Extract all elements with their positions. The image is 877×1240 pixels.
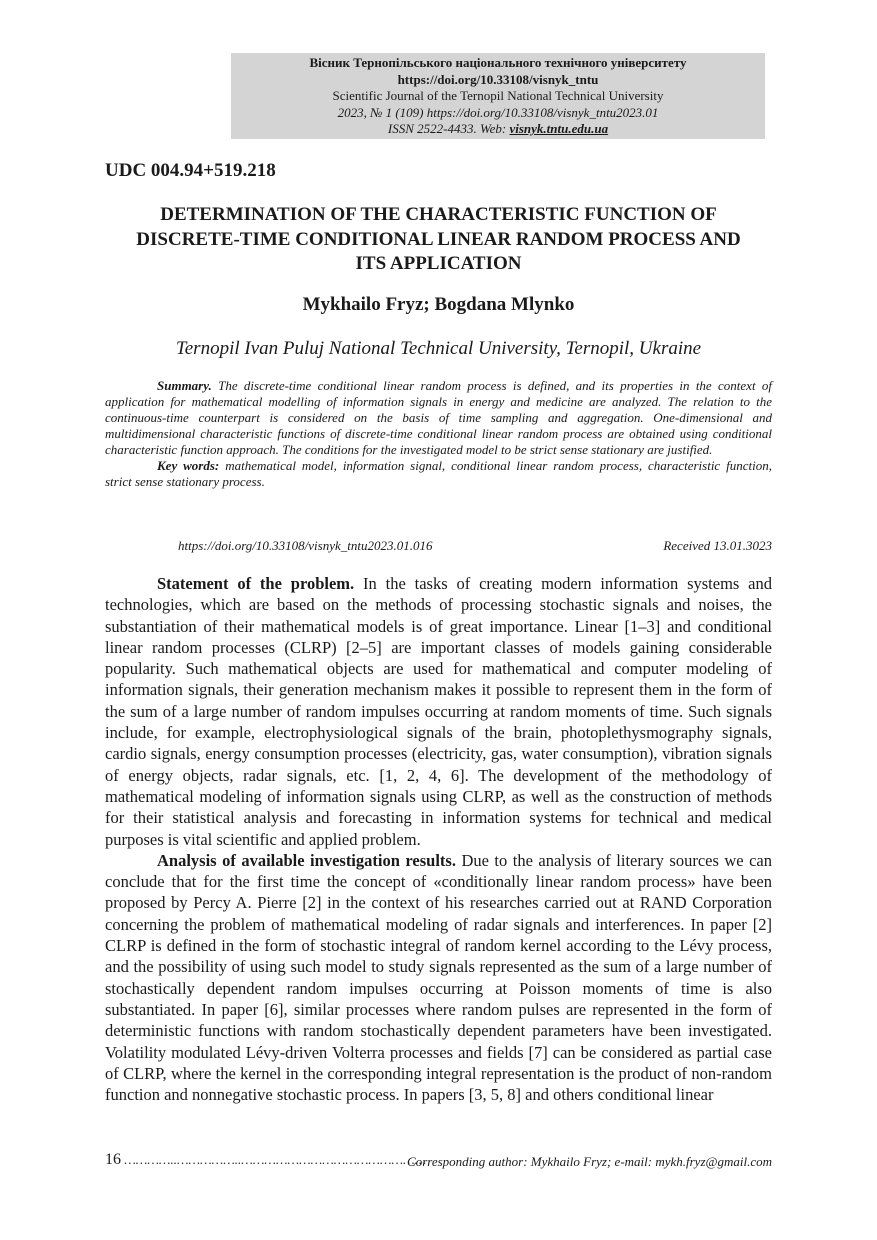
journal-name-en: Scientific Journal of the Ternopil National Technical University [332,88,664,103]
summary-text: The discrete-time conditional linear random process is defined, and its properties in the context of application for mathematical modelling of information signals in energy and medicine are analyzed. The relation to the continuous-time counterpart is considered on the basis of time sampling and aggregation. One-dimensional and multidimensional characteristic functions of discrete-time conditional linear random process are obtained using conditional characteristic function approach. The conditions for the investigated model to be strict sense stationary are justified. [105,378,772,457]
issue-info: 2023, № 1 (109) https://doi.org/10.33108/visnyk_tntu2023.01 [337,104,659,120]
summary-paragraph [105,378,772,458]
journal-header [231,53,765,139]
journal-website-link[interactable]: visnyk.tntu.edu.ua [509,121,609,136]
journal-name-ua: Вісник Тернопільського національного технічного університету [309,55,687,70]
body-text [105,573,772,1105]
title-line-3: ITS APPLICATION [355,253,522,274]
paragraph-statement-text: In the tasks of creating modern information systems and technologies, which are based on the methods of processing stochastic signals and noises, the substantiation of their mathematical models is of great importance. Linear [1–3] and conditional linear random processes (CLRP) [2–5] are important classes of models gaining considerable popularity. Such mathematical objects are used for mathematical and computer modeling of information signals, their generation mechanism makes it possible to represent them in the form of the sum of a large number of random impulses occurring at random moments of time. Such signals include, for example, electrophysiological signals of the brain, photoplethysmography signals, cardio signals, energy consumption processes (electricity, gas, water consumption), vibration signals of energy objects, radar signals, etc. [1, 2, 4, 6]. The development of the methodology of mathematical modeling of information signals using CLRP, as well as the construction of methods for their statistical analysis and forecasting in information systems for technical and medical purposes is vital scientific and applied problem. [105,574,773,849]
paper-title [90,203,787,277]
title-line-1: DETERMINATION OF THE CHARACTERISTIC FUNCTION OF [160,204,717,225]
abstract [105,378,772,490]
title-line-2: DISCRETE-TIME CONDITIONAL LINEAR RANDOM PROCESS AND [136,228,741,250]
keywords-label: Key words: [157,458,220,473]
page-footer [105,1151,772,1169]
section-heading-analysis: Analysis of available investigation results. [157,850,456,870]
issn-text: ISSN 2522-4433. Web: [387,121,510,136]
summary-label: Summary. [157,378,212,393]
journal-doi[interactable]: https://doi.org/10.33108/visnyk_tntu [397,71,599,87]
received-date: Received 13.01.3023 [663,538,772,553]
paragraph-analysis-text: Due to the analysis of literary sources we can conclude that for the first time the concept of «conditionally linear random process» have been proposed by Percy A. Pierre [2] in the context of his researches carried out at RAND Corporation concerning the problem of mathematical modeling of radar signals and interferences. In paper [2] CLRP is defined in the form of stochastic integral of random kernel according to the Lévy process, and the possibility of using such model to study signals represented as the sum of a large number of stochastically dependent random impulses occurring at Poisson moments of time is also substantiated. In paper [6], similar processes where random pulses are represented in the form of deterministic functions with random stochastically dependent parameters have been investigated. Volatility modulated Lévy-driven Volterra processes and fields [7] can be considered as partial case of CLRP, where the kernel in the corresponding integral representation is the product of non-random function and nonnegative stochastic process. In papers [3, 5, 8] and others conditional linear [105,850,772,1105]
issn-line [231,121,765,138]
article-doi[interactable]: https://doi.org/10.33108/visnyk_tntu2023.01.016 [178,538,433,553]
footer-dots: …………..……………..………………………………………… [121,1152,427,1167]
section-heading-statement: Statement of the problem. [157,574,355,593]
corresponding-author: Corresponding author: Mykhailo Fryz; e-mail: mykh.fryz@gmail.com [407,1154,772,1169]
paragraph-analysis [105,850,772,1106]
keywords-text: mathematical model, information signal, conditional linear random process, characteristic function, strict sense stationary process. [105,458,772,489]
affiliation: Ternopil Ivan Puluj National Technical University, Ternopil, Ukraine [175,338,702,359]
authors: Mykhailo Fryz; Bogdana Mlynko [302,294,575,315]
paragraph-statement [105,573,772,850]
keywords-paragraph [105,458,772,490]
page-number: 16 [105,1151,121,1168]
udc-code: UDC 004.94+519.218 [105,160,276,181]
